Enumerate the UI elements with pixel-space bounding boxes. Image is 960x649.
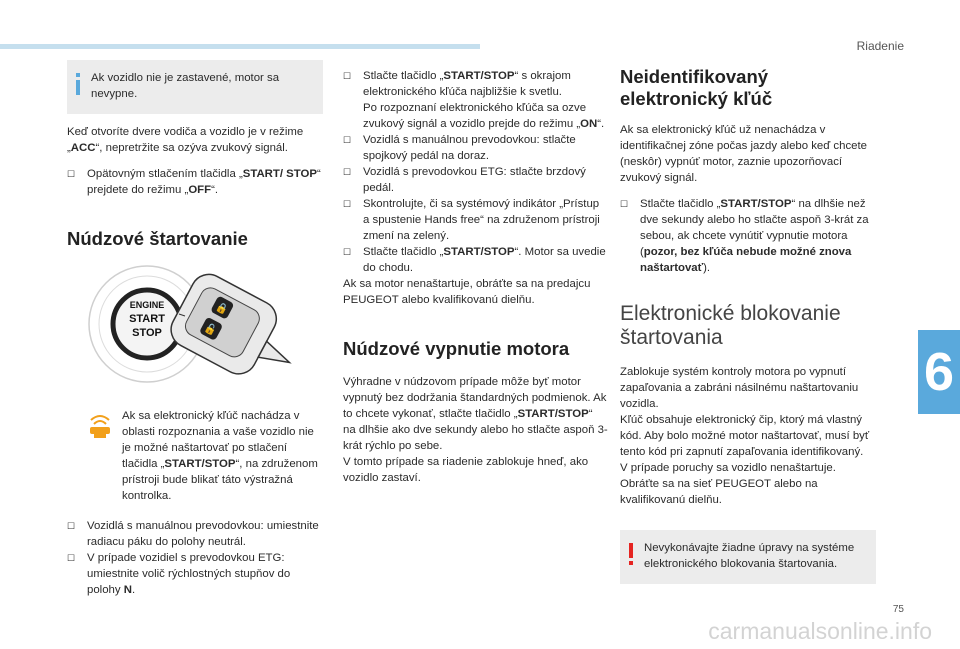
bullet-press-startstop: ☐ Opätovným stlačením tlačidla „START/ STOP“ prejdete do režimu „OFF“. <box>67 168 321 196</box>
column-right <box>620 66 876 584</box>
bullet-etg-gearbox: ☐ V prípade vozidiel s prevodovkou ETG: umiestnite volič rýchlostných stupňov do polohy N. <box>67 552 291 596</box>
para-emergency-stop: Výhradne v núdzovom prípade môže byť motor vypnutý bez dodržania štandardných podmienok. Ak to chcete vykonať, stlačte tlačidlo „START/STOP“ na dlhšie ako dve sekundy alebo ho stlačte aspoň 3-krát rýchlo po sebe. V tomto prípade sa riadenie zablokuje hneď, ako vozidlo zastaví. <box>343 376 608 484</box>
start-label: START <box>129 313 165 325</box>
para-immobiliser-2: Kľúč obsahuje elektronický čip, ktorý má vlastný kód. Aby bolo možné motor naštartovať, musí byť tento kód pri zapnutí zapaľovania identifikovaný. <box>620 414 870 458</box>
info-note <box>67 60 323 114</box>
bullet-clutch: ☐ Vozidlá s manuálnou prevodovkou: stlačte spojkový pedál na doraz. <box>343 134 576 162</box>
chapter-number: 6 <box>923 342 955 402</box>
para-immobiliser-1: Zablokuje systém kontroly motora po vypnutí zapaľovania a zabráni násilnému naštartovaniu vozidla. <box>620 366 859 410</box>
info-note-text: Ak vozidlo nie je zastavené, motor sa nevypne. <box>91 72 280 100</box>
para-immobiliser-3: V prípade poruchy sa vozidlo nenaštartuje. Obráťte sa na sieť PEUGEOT alebo na kvalifikovanú dielňu. <box>620 462 836 506</box>
checkbox-bullet-icon: ☐ <box>620 199 629 209</box>
bullet-force-stop: ☐ Stlačte tlačidlo „START/STOP“ na dlhšie než dve sekundy alebo ho stlačte aspoň 3-krát za sebou, ak chcete vynútiť vypnutie motora (pozor, bez kľúča nebude možné znova naštartovať). <box>620 198 869 274</box>
warning-note <box>620 530 876 584</box>
checkbox-bullet-icon: ☐ <box>343 167 352 177</box>
checkbox-bullet-icon: ☐ <box>343 247 352 257</box>
checkbox-bullet-icon: ☐ <box>343 135 352 145</box>
top-accent-bar <box>0 44 480 49</box>
stop-label: STOP <box>132 327 162 339</box>
checkbox-bullet-icon: ☐ <box>343 199 352 209</box>
key-fob-illustration-svg <box>67 264 323 398</box>
para-engine-fail: Ak sa motor nenaštartuje, obráťte sa na predajcu PEUGEOT alebo kvalifikovanú dielňu. <box>343 278 591 306</box>
watermark: carmanualsonline.info <box>708 618 932 644</box>
heading-immobiliser: Elektronické blokovanie štartovania <box>620 302 841 349</box>
proximity-warning-block <box>67 408 323 504</box>
warning-note-text: Nevykonávajte žiadne úpravy na systéme elektronického blokovania štartovania. <box>644 542 855 570</box>
heading-unidentified-key: Neidentifikovaný elektronický kľúč <box>620 66 773 109</box>
bullet-press-start: ☐ Stlačte tlačidlo „START/STOP“. Motor sa uvedie do chodu. <box>343 246 606 274</box>
para-door-open: Keď otvoríte dvere vodiča a vozidlo je v režime „ACC“, nepretržite sa ozýva zvukový signál. <box>67 126 304 154</box>
heading-emergency-start: Núdzové štartovanie <box>67 228 248 249</box>
svg-text:🔓: 🔓 <box>202 322 219 338</box>
info-icon <box>76 73 80 95</box>
section-title: Riadenie <box>856 39 904 53</box>
checkbox-bullet-icon: ☐ <box>67 521 76 531</box>
chapter-tab <box>918 330 960 414</box>
warning-icon <box>629 543 633 565</box>
bullet-check-indicator: ☐ Skontrolujte, či sa systémový indikátor „Prístup a spustenie Hands free“ na združenom prístroji zmení na zelený. <box>343 198 600 242</box>
key-button-illustration <box>67 264 323 398</box>
engine-label: ENGINE <box>129 300 165 310</box>
para-unidentified-key: Ak sa elektronický kľúč už nenachádza v identifikačnej zóne počas jazdy alebo keď chcete (neskôr) vypnúť motor, zaznie upozorňovací zvukový signál. <box>620 124 867 184</box>
bullet-press-key-edge: ☐ Stlačte tlačidlo „START/STOP“ s okrajom elektronického kľúča najbližšie k svetlu. Po rozpoznaní elektronického kľúča sa ozve zvukový signál a vozidlo prejde do režimu „ON“. <box>343 70 605 130</box>
bullet-manual-gearbox: ☐ Vozidlá s manuálnou prevodovkou: umiestnite radiacu páku do polohy neutrál. <box>67 520 319 548</box>
svg-text:🔒: 🔒 <box>213 301 230 317</box>
column-left <box>67 60 323 598</box>
page-number: 75 <box>892 604 904 615</box>
checkbox-bullet-icon: ☐ <box>67 553 76 563</box>
proximity-warning-text: Ak sa elektronický kľúč nachádza v oblasti rozpoznania a vaše vozidlo nie je možné naštartovať po stlačení tlačidla „START/STOP“, na združenom prístroji bude blikať táto výstražná kontrolka. <box>122 410 318 502</box>
column-middle <box>343 68 608 486</box>
checkbox-bullet-icon: ☐ <box>343 71 352 81</box>
heading-emergency-stop: Núdzové vypnutie motora <box>343 338 570 359</box>
checkbox-bullet-icon: ☐ <box>67 169 76 179</box>
key-proximity-warning-icon <box>87 410 113 440</box>
bullet-brake: ☐ Vozidlá s prevodovkou ETG: stlačte brzdový pedál. <box>343 166 586 194</box>
